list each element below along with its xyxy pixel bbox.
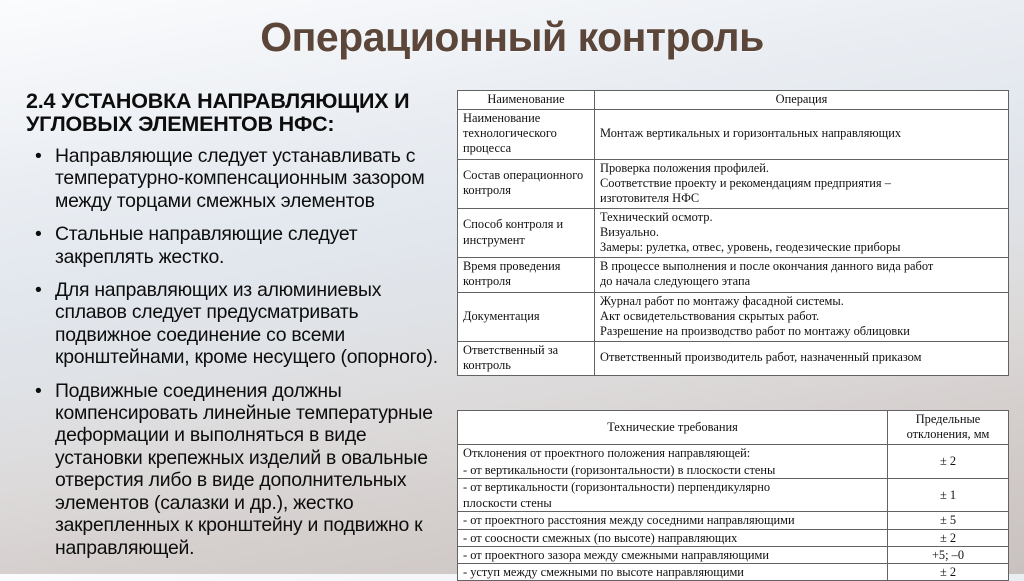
list-item-text: Подвижные соединения должны компенсировать линейные температурные деформации и выполняться в виде установки крепежных изделий в овальные отверстия либо в виде дополнительных элементов (салазки и др.), жестко закрепленных к кронштейну и подвижно к направляющей. [55,379,433,559]
list-item [26,223,441,268]
list-item [26,279,441,369]
table-header-row [458,411,1009,445]
table-row [458,445,1009,479]
bullet-marker-icon: • [35,223,42,246]
table-header-row [458,91,1009,110]
table-row [458,110,1009,159]
cell-deviation: ± 1 [888,478,1009,512]
list-item [26,145,441,212]
cell-operation-line: В процессе выполнения и после окончания данного вида работ [600,259,934,274]
cell-operation-line: Журнал работ по монтажу фасадной системы. [600,293,844,308]
table-row [458,564,1009,581]
bullet-marker-icon: • [35,145,42,167]
cell-name: Ответственный за контроль [458,341,595,375]
cell-name: Время проведения контроля [458,258,595,292]
bullet-marker-icon: • [35,379,42,402]
left-content-column [26,90,441,559]
list-item-text: Стальные направляющие следует закреплять жестко. [55,223,358,268]
table-row [458,478,1009,512]
page-title: Операционный контроль [260,14,764,60]
table-row [458,512,1009,529]
table-row [458,529,1009,546]
list-item-text: Направляющие следует устанавливать с температурно-компенсационным зазором между торцами смежных элементов [55,145,425,212]
cell-operation: Ответственный производитель работ, назначенный приказом [595,341,1009,375]
cell-operation-line: Акт освидетельствования скрытых работ. [600,308,820,323]
table-row [458,159,1009,208]
cell-requirement [458,445,888,479]
cell-operation-line: Технический осмотр. [600,209,713,224]
cell-operation-line: Соответствие проекту и рекомендациям предприятия – [600,175,891,190]
requirement-line: - от вертикальности (горизонтальности) перпендикулярно [463,479,771,494]
bullet-marker-icon: • [35,279,42,302]
cell-requirement: - от соосности смежных (по высоте) направляющих [458,529,888,546]
cell-name: Состав операционного контроля [458,159,595,208]
section-heading: 2.4 УСТАНОВКА НАПРАВЛЯЮЩИХ И УГЛОВЫХ ЭЛЕМЕНТОВ НФС: [26,89,410,136]
cell-operation [595,258,1009,292]
cell-name: Документация [458,292,595,341]
requirement-line: плоскости стены [463,496,552,510]
technical-requirements-table [457,410,1009,581]
column-header-deviations-line: отклонения, мм [906,427,990,442]
column-header-deviations [888,411,1009,445]
cell-requirement: - от проектного расстояния между соседними направляющими [458,512,888,529]
cell-name: Наименование технологического процесса [458,110,595,159]
cell-operation-line: до начала следующего этапа [600,274,751,289]
column-header-name: Наименование [458,91,595,110]
column-header-operation: Операция [595,91,1009,110]
cell-operation [595,208,1009,257]
table-row [458,258,1009,292]
list-item-text: Для направляющих из алюминиевых сплавов следует предусматривать подвижное соединение со всеми кронштейнами, кроме несущего (опорного). [55,279,438,369]
cell-operation [595,159,1009,208]
cell-operation-line: изготовителя НФС [600,190,700,205]
cell-name: Способ контроля и инструмент [458,208,595,257]
cell-deviation: ± 5 [888,512,1009,529]
cell-requirement: - от проектного зазора между смежными направляющими [458,546,888,563]
table-row [458,292,1009,341]
table-row [458,208,1009,257]
cell-deviation: ± 2 [888,529,1009,546]
cell-operation: Монтаж вертикальных и горизонтальных направляющих [595,110,1009,159]
cell-operation [595,292,1009,341]
cell-deviation: +5; –0 [888,546,1009,563]
cell-operation-line: Проверка положения профилей. [600,160,770,175]
cell-operation-line: Визуально. [600,225,659,239]
bullet-list [26,145,441,559]
cell-requirement [458,478,888,512]
cell-operation-line: Разрешение на производство работ по монтажу облицовки [600,323,910,338]
column-header-requirements: Технические требования [458,411,888,445]
list-item [26,380,441,559]
column-header-deviations-line: Предельные [915,412,981,426]
cell-requirement: - уступ между смежными по высоте направляющими [458,564,888,581]
cell-operation-line: Замеры: рулетка, отвес, уровень, геодезические приборы [600,240,901,255]
operational-control-table [457,90,1009,376]
table-row [458,546,1009,563]
requirement-intro: Отклонения от проектного положения направляющей: [463,446,751,461]
cell-deviation: ± 2 [888,445,1009,479]
requirement-line: - от вертикальности (горизонтальности) в плоскости стены [463,462,776,477]
cell-deviation: ± 2 [888,564,1009,581]
table-row [458,341,1009,375]
